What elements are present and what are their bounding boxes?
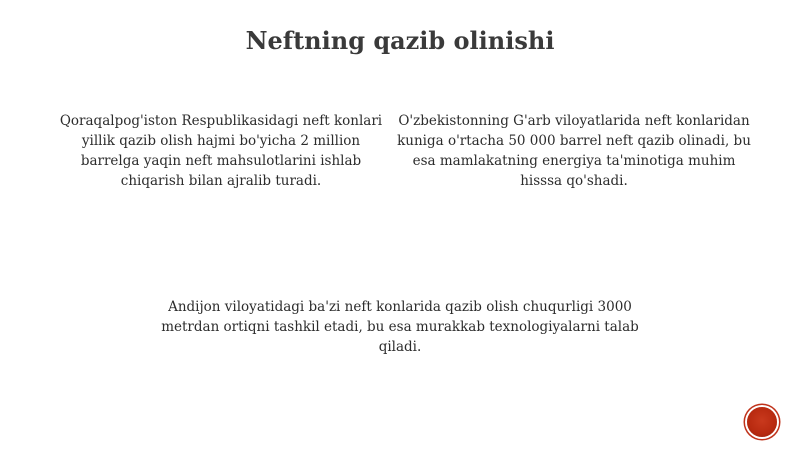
slide-title: Neftning qazib olinishi	[245, 26, 555, 55]
paragraph-andijon: Andijon viloyatidagi ba'zi neft konlarida qazib olish chuqurligi 3000 metrdan ortiqni tashkil etadi, bu esa murakkab texnologiyalarni talab qiladi.	[161, 299, 639, 355]
slide-nav-button[interactable]	[747, 407, 777, 437]
paragraph-qoraqalpogiston: Qoraqalpog'iston Respublikasidagi neft konlari yillik qazib olish hajmi bo'yicha 2 million barrelga yaqin neft mahsulotlarini ishlab chiqarish bilan ajralib turadi.	[59, 113, 383, 189]
paragraph-garb-viloyatlari: O'zbekistonning G'arb viloyatlarida neft konlaridan kuniga o'rtacha 50 000 barrel neft qazib olinadi, bu esa mamlakatning energiya ta'minotiga muhim hisssa qo'shadi.	[397, 113, 751, 189]
